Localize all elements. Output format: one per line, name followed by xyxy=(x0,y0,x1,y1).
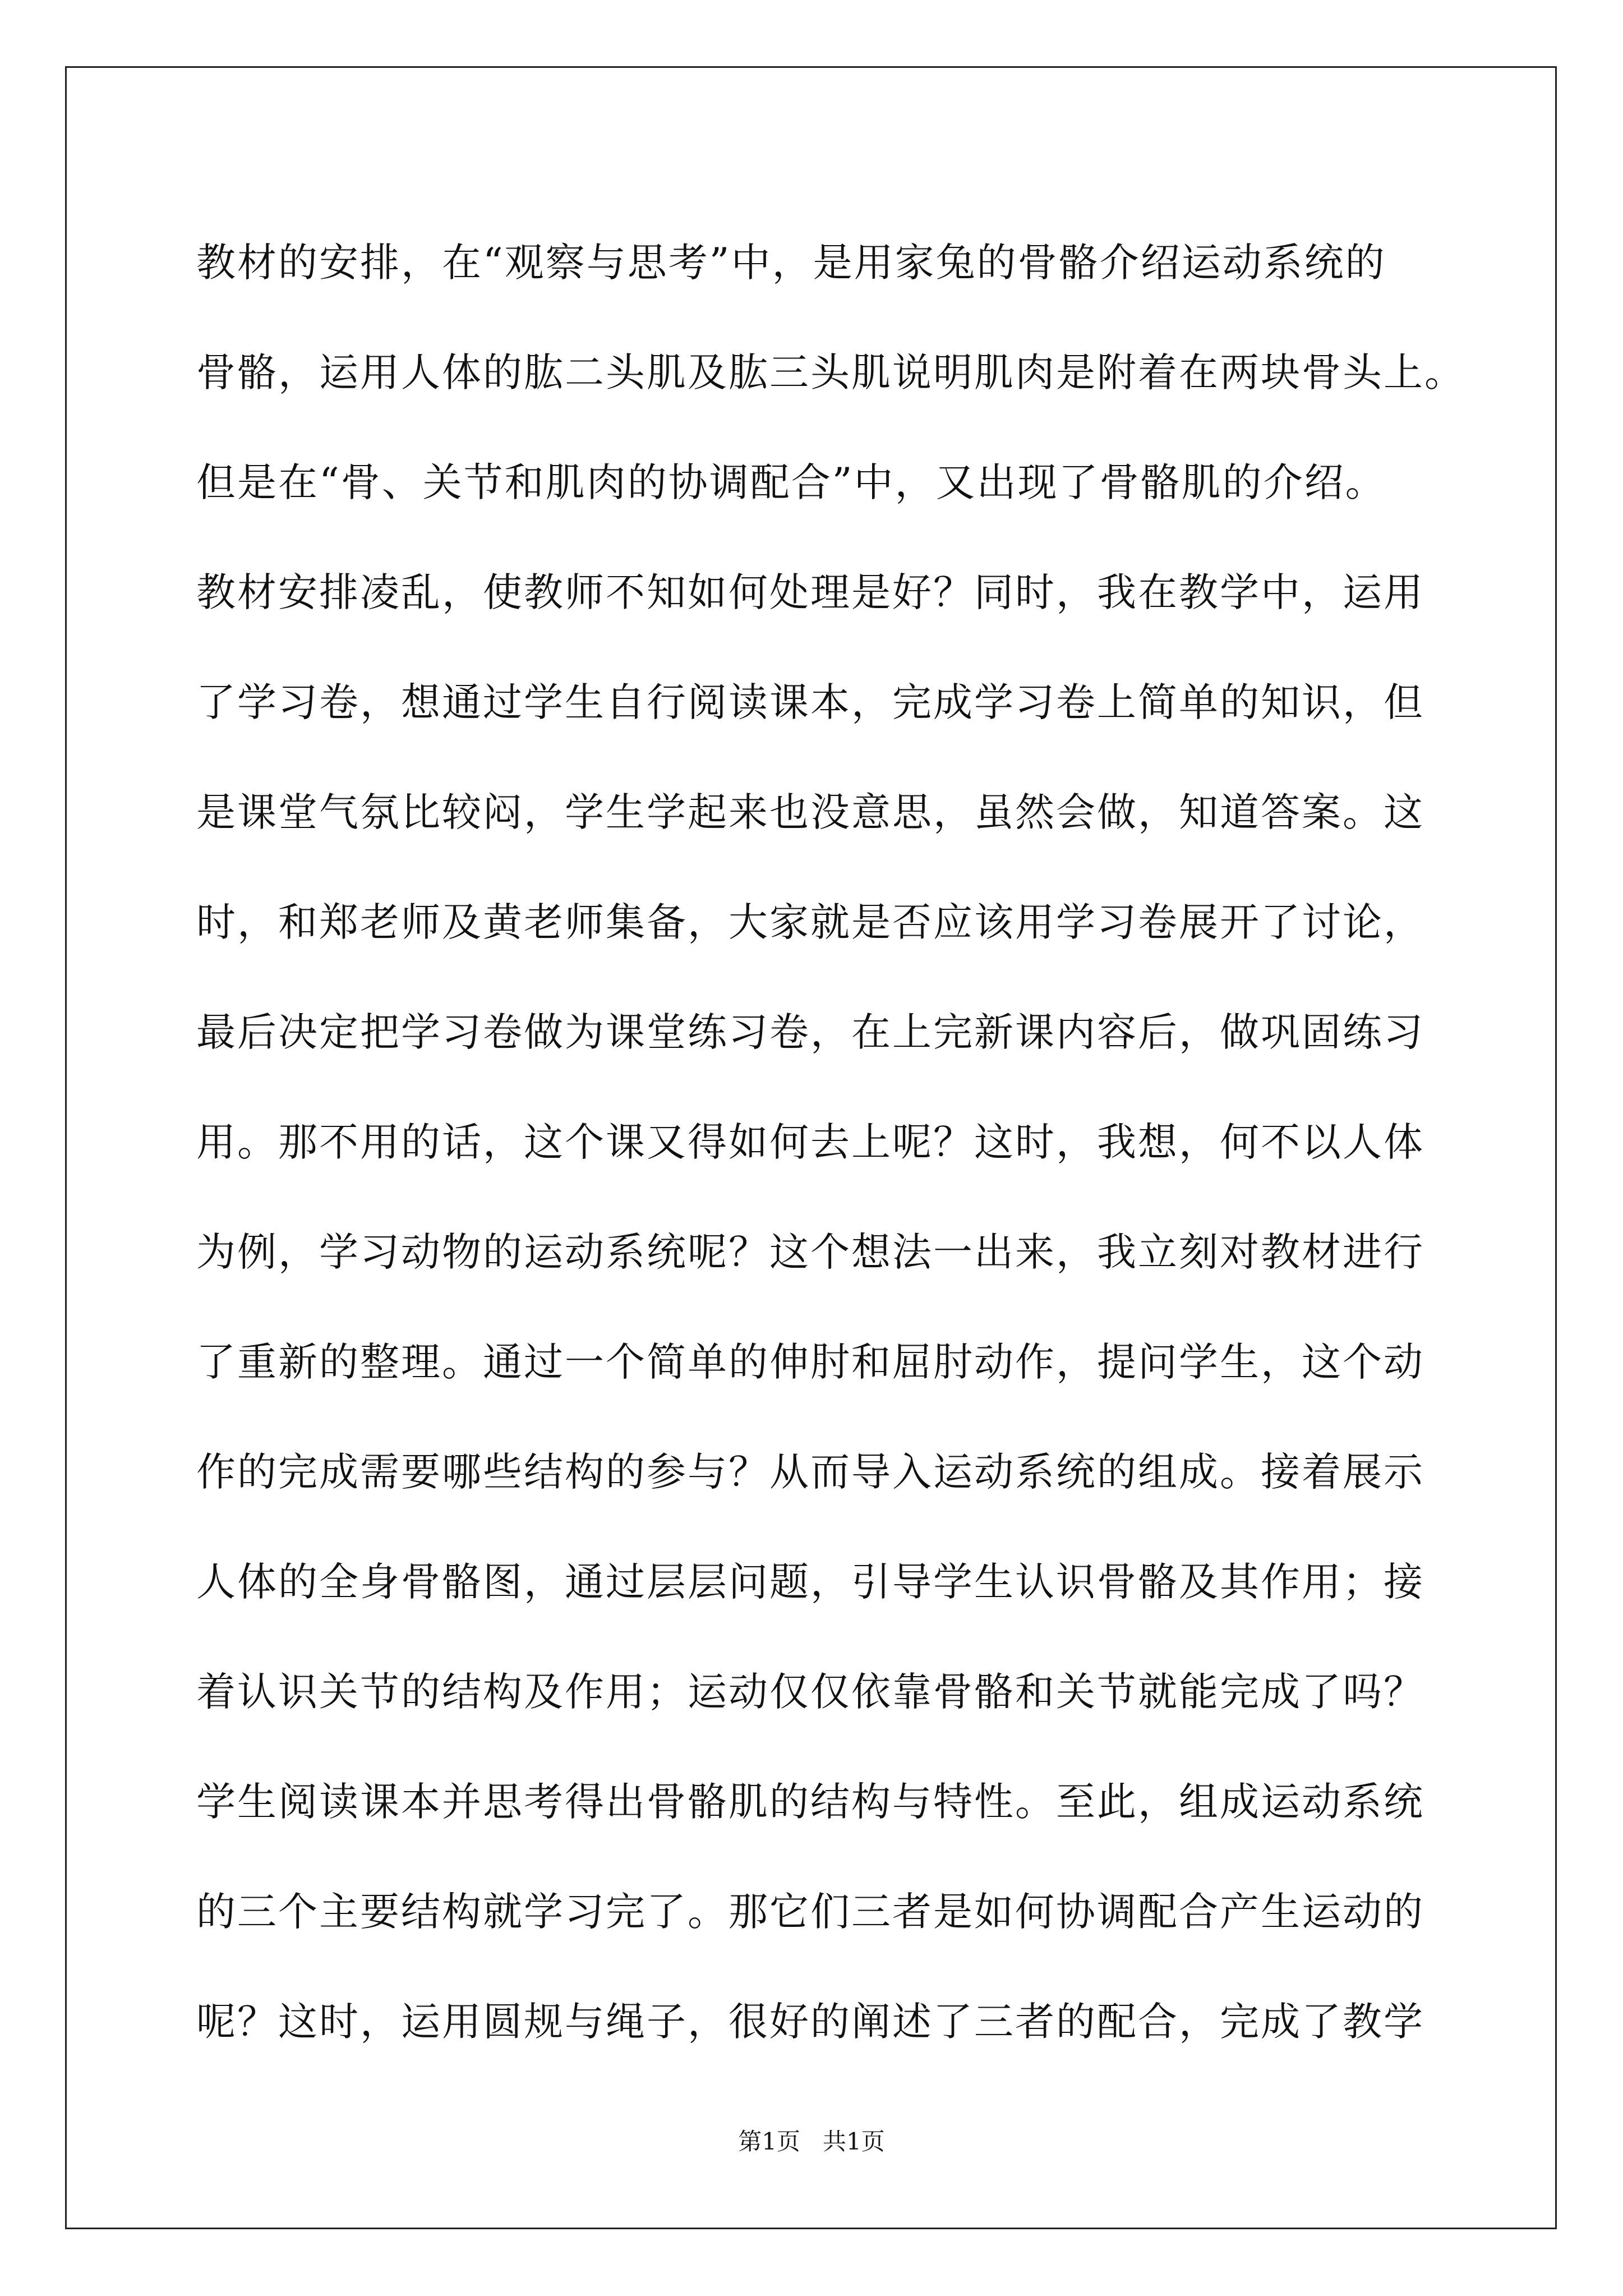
document-body xyxy=(196,208,1465,2077)
text-line: 了学习卷，想通过学生自行阅读课本，完成学习卷上简单的知识，但 xyxy=(196,679,1424,725)
text-line: 时，和郑老师及黄老师集备，大家就是否应该用学习卷展开了讨论， xyxy=(196,899,1424,945)
text-line: 为例，学习动物的运动系统呢？这个想法一出来，我立刻对教材进行 xyxy=(196,1229,1424,1275)
text-line: 但是在“骨、关节和肌肉的协调配合”中，又出现了骨骼肌的介绍。 xyxy=(196,459,1386,505)
text-line: 学生阅读课本并思考得出骨骼肌的结构与特性。至此，组成运动系统 xyxy=(196,1779,1424,1825)
text-line: 作的完成需要哪些结构的参与？从而导入运动系统的组成。接着展示 xyxy=(196,1449,1424,1495)
page-footer: 第1页 共1页 xyxy=(738,2128,885,2155)
text-line: 呢？这时，运用圆规与绳子，很好的阐述了三者的配合，完成了教学 xyxy=(196,1999,1424,2045)
text-line: 教材的安排，在“观察与思考”中，是用家兔的骨骼介绍运动系统的 xyxy=(196,240,1386,286)
text-line: 是课堂气氛比较闷，学生学起来也没意思，虽然会做，知道答案。这 xyxy=(196,789,1424,835)
text-line: 教材安排凌乱，使教师不知如何处理是好？同时，我在教学中，运用 xyxy=(196,569,1424,615)
text-line: 的三个主要结构就学习完了。那它们三者是如何协调配合产生运动的 xyxy=(196,1889,1424,1935)
text-line: 人体的全身骨骼图，通过层层问题，引导学生认识骨骼及其作用；接 xyxy=(196,1559,1424,1605)
text-line: 最后决定把学习卷做为课堂练习卷，在上完新课内容后，做巩固练习 xyxy=(196,1009,1424,1055)
text-line: 骨骼，运用人体的肱二头肌及肱三头肌说明肌肉是附着在两块骨头上。 xyxy=(196,349,1465,395)
text-line: 了重新的整理。通过一个简单的伸肘和屈肘动作，提问学生，这个动 xyxy=(196,1339,1424,1385)
text-line: 着认识关节的结构及作用；运动仅仅依靠骨骼和关节就能完成了吗？ xyxy=(196,1669,1424,1715)
text-line: 用。那不用的话，这个课又得如何去上呢？这时，我想，何不以人体 xyxy=(196,1119,1424,1165)
